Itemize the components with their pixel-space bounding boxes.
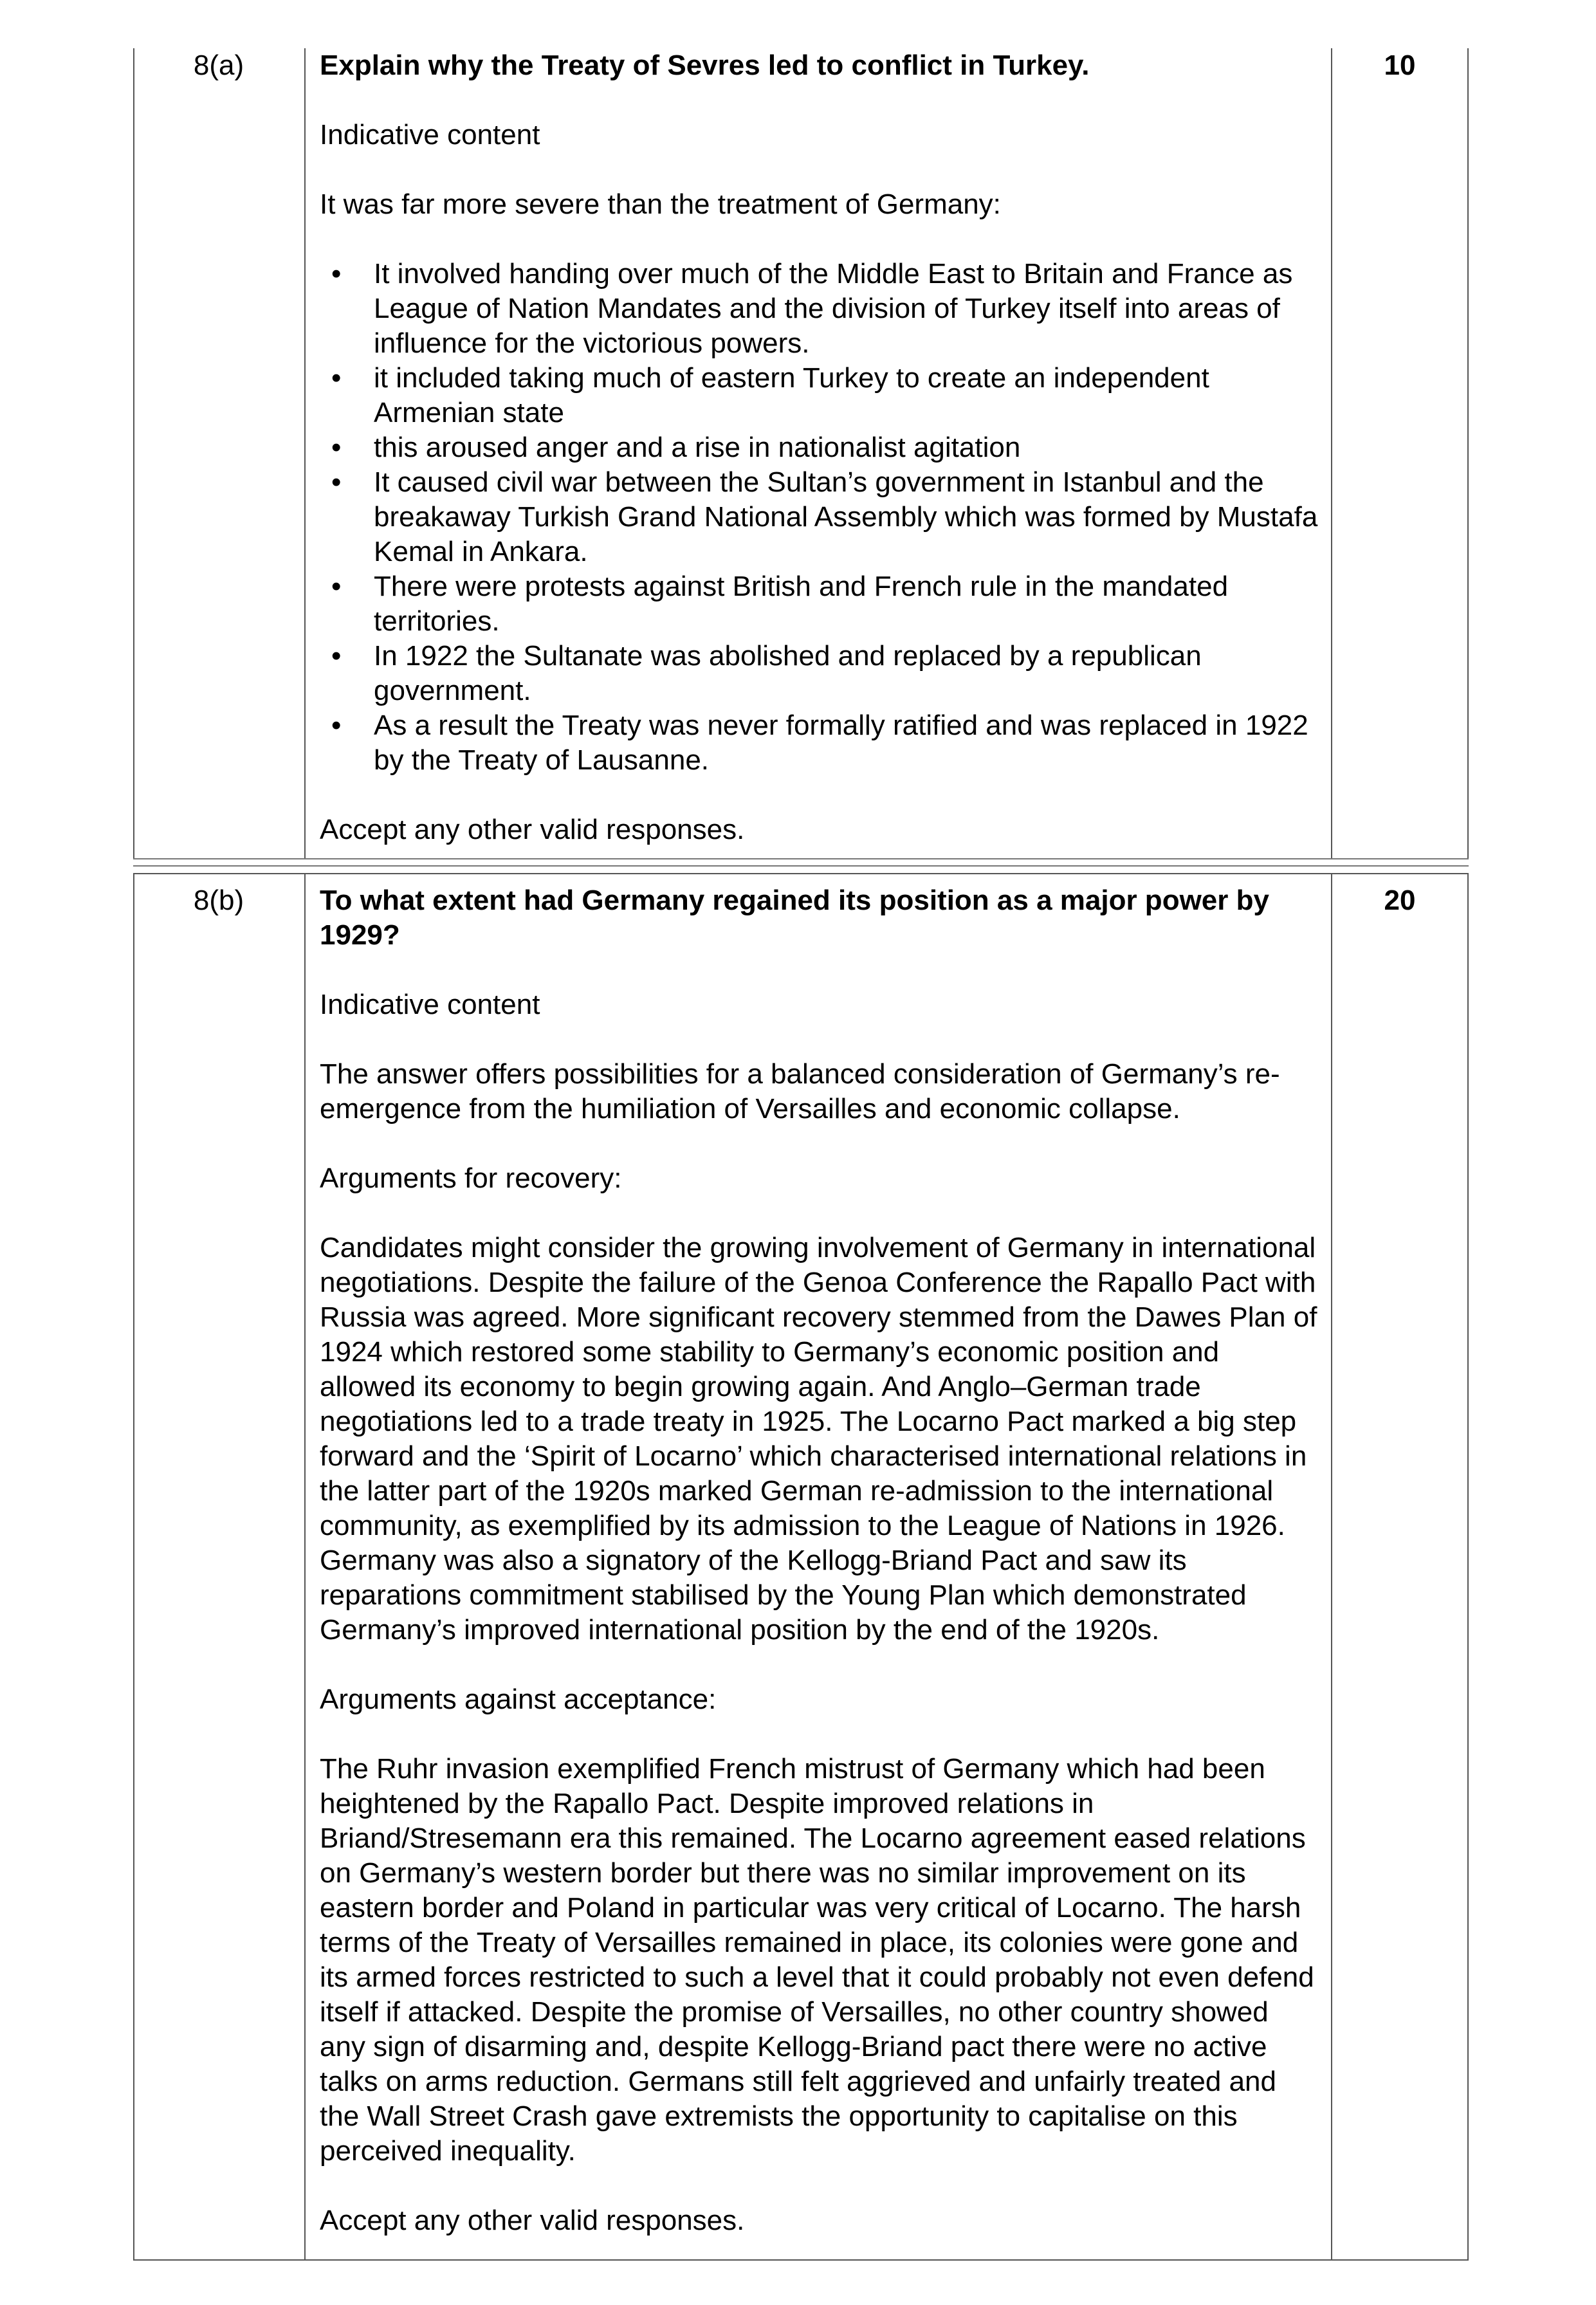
- bullet-item: • It caused civil war between the Sultan’s government in Istanbul and the breakaway Turkish Grand National Assembly which was formed by Mustafa Kemal in Ankara.: [374, 465, 1320, 569]
- body-paragraph: The Ruhr invasion exemplified French mistrust of Germany which had been heightened by the Rapallo Pact. Despite improved relations in Briand/Stresemann era this remained. The Locarno agreement eased relations on Germany’s western border but there was no similar improvement on its eastern border and Poland in particular was very critical of Locarno. The harsh terms of the Treaty of Versailles remained in place, its colonies were gone and its armed forces restricted to such a level that it could probably not even defend itself if attacked. Despite the promise of Versailles, no other country showed any sign of disarming and, despite Kellogg-Briand pact there were no active talks on arms reduction. Germans still felt aggrieved and unfairly treated and the Wall Street Crash gave extremists the opportunity to capitalise on this perceived inequality.: [320, 1753, 1314, 2167]
- question-title: Explain why the Treaty of Sevres led to conflict in Turkey.: [320, 50, 1090, 81]
- column-divider: [1331, 48, 1332, 859]
- row-separator: [133, 858, 1469, 859]
- column-divider: [1331, 874, 1332, 2259]
- question-row-8a: [133, 48, 1469, 859]
- indicative-content-label: Indicative content: [320, 119, 540, 151]
- bullet-list: [320, 257, 1320, 778]
- question-number: 8(b): [193, 885, 244, 916]
- question-marks: 10: [1384, 50, 1416, 81]
- bullet-item: • it included taking much of eastern Turkey to create an independent Armenian state: [374, 361, 1320, 430]
- bullet-item: • this aroused anger and a rise in nationalist agitation: [374, 430, 1320, 465]
- bullet-item: • In 1922 the Sultanate was abolished and replaced by a republican government.: [374, 639, 1320, 708]
- question-marks: 20: [1384, 885, 1416, 916]
- section-heading: Arguments for recovery:: [320, 1162, 622, 1194]
- question-content: [320, 883, 1320, 2238]
- bullet-item: • It involved handing over much of the Middle East to Britain and France as League of Nation Mandates and the division of Turkey itself into areas of influence for the victorious powers.: [374, 257, 1320, 361]
- question-number: 8(a): [193, 50, 244, 81]
- bullet-item: • As a result the Treaty was never formally ratified and was replaced in 1922 by the Treaty of Lausanne.: [374, 708, 1320, 778]
- row-separator: [133, 865, 1469, 867]
- column-divider: [304, 48, 306, 859]
- intro-text: It was far more severe than the treatment of Germany:: [320, 188, 1001, 220]
- closing-text: Accept any other valid responses.: [320, 2205, 745, 2236]
- body-paragraph: Candidates might consider the growing involvement of Germany in international negotiations. Despite the failure of the Genoa Conference the Rapallo Pact with Russia was agreed. More significant recovery stemmed from the Dawes Plan of 1924 which restored some stability to Germany’s economic position and allowed its economy to begin growing again. And Anglo–German trade negotiations led to a trade treaty in 1925. The Locarno Pact marked a big step forward and the ‘Spirit of Locarno’ which characterised international relations in the latter part of the 1920s marked German re-admission to the international community, as exemplified by its admission to the League of Nations in 1926. Germany was also a signatory of the Kellogg-Briand Pact and saw its reparations commitment stabilised by the Young Plan which demonstrated Germany’s improved international position by the end of the 1920s.: [320, 1232, 1317, 1646]
- indicative-content-label: Indicative content: [320, 989, 540, 1020]
- question-content: [320, 48, 1320, 847]
- column-divider: [304, 874, 306, 2259]
- closing-text: Accept any other valid responses.: [320, 814, 745, 845]
- question-row-8b: [133, 873, 1469, 2261]
- section-heading: Arguments against acceptance:: [320, 1684, 717, 1715]
- body-paragraph: The answer offers possibilities for a balanced consideration of Germany’s re-emergence from the humiliation of Versailles and economic collapse.: [320, 1058, 1280, 1125]
- bullet-item: • There were protests against British and French rule in the mandated territories.: [374, 569, 1320, 639]
- question-title: To what extent had Germany regained its position as a major power by 1929?: [320, 885, 1269, 951]
